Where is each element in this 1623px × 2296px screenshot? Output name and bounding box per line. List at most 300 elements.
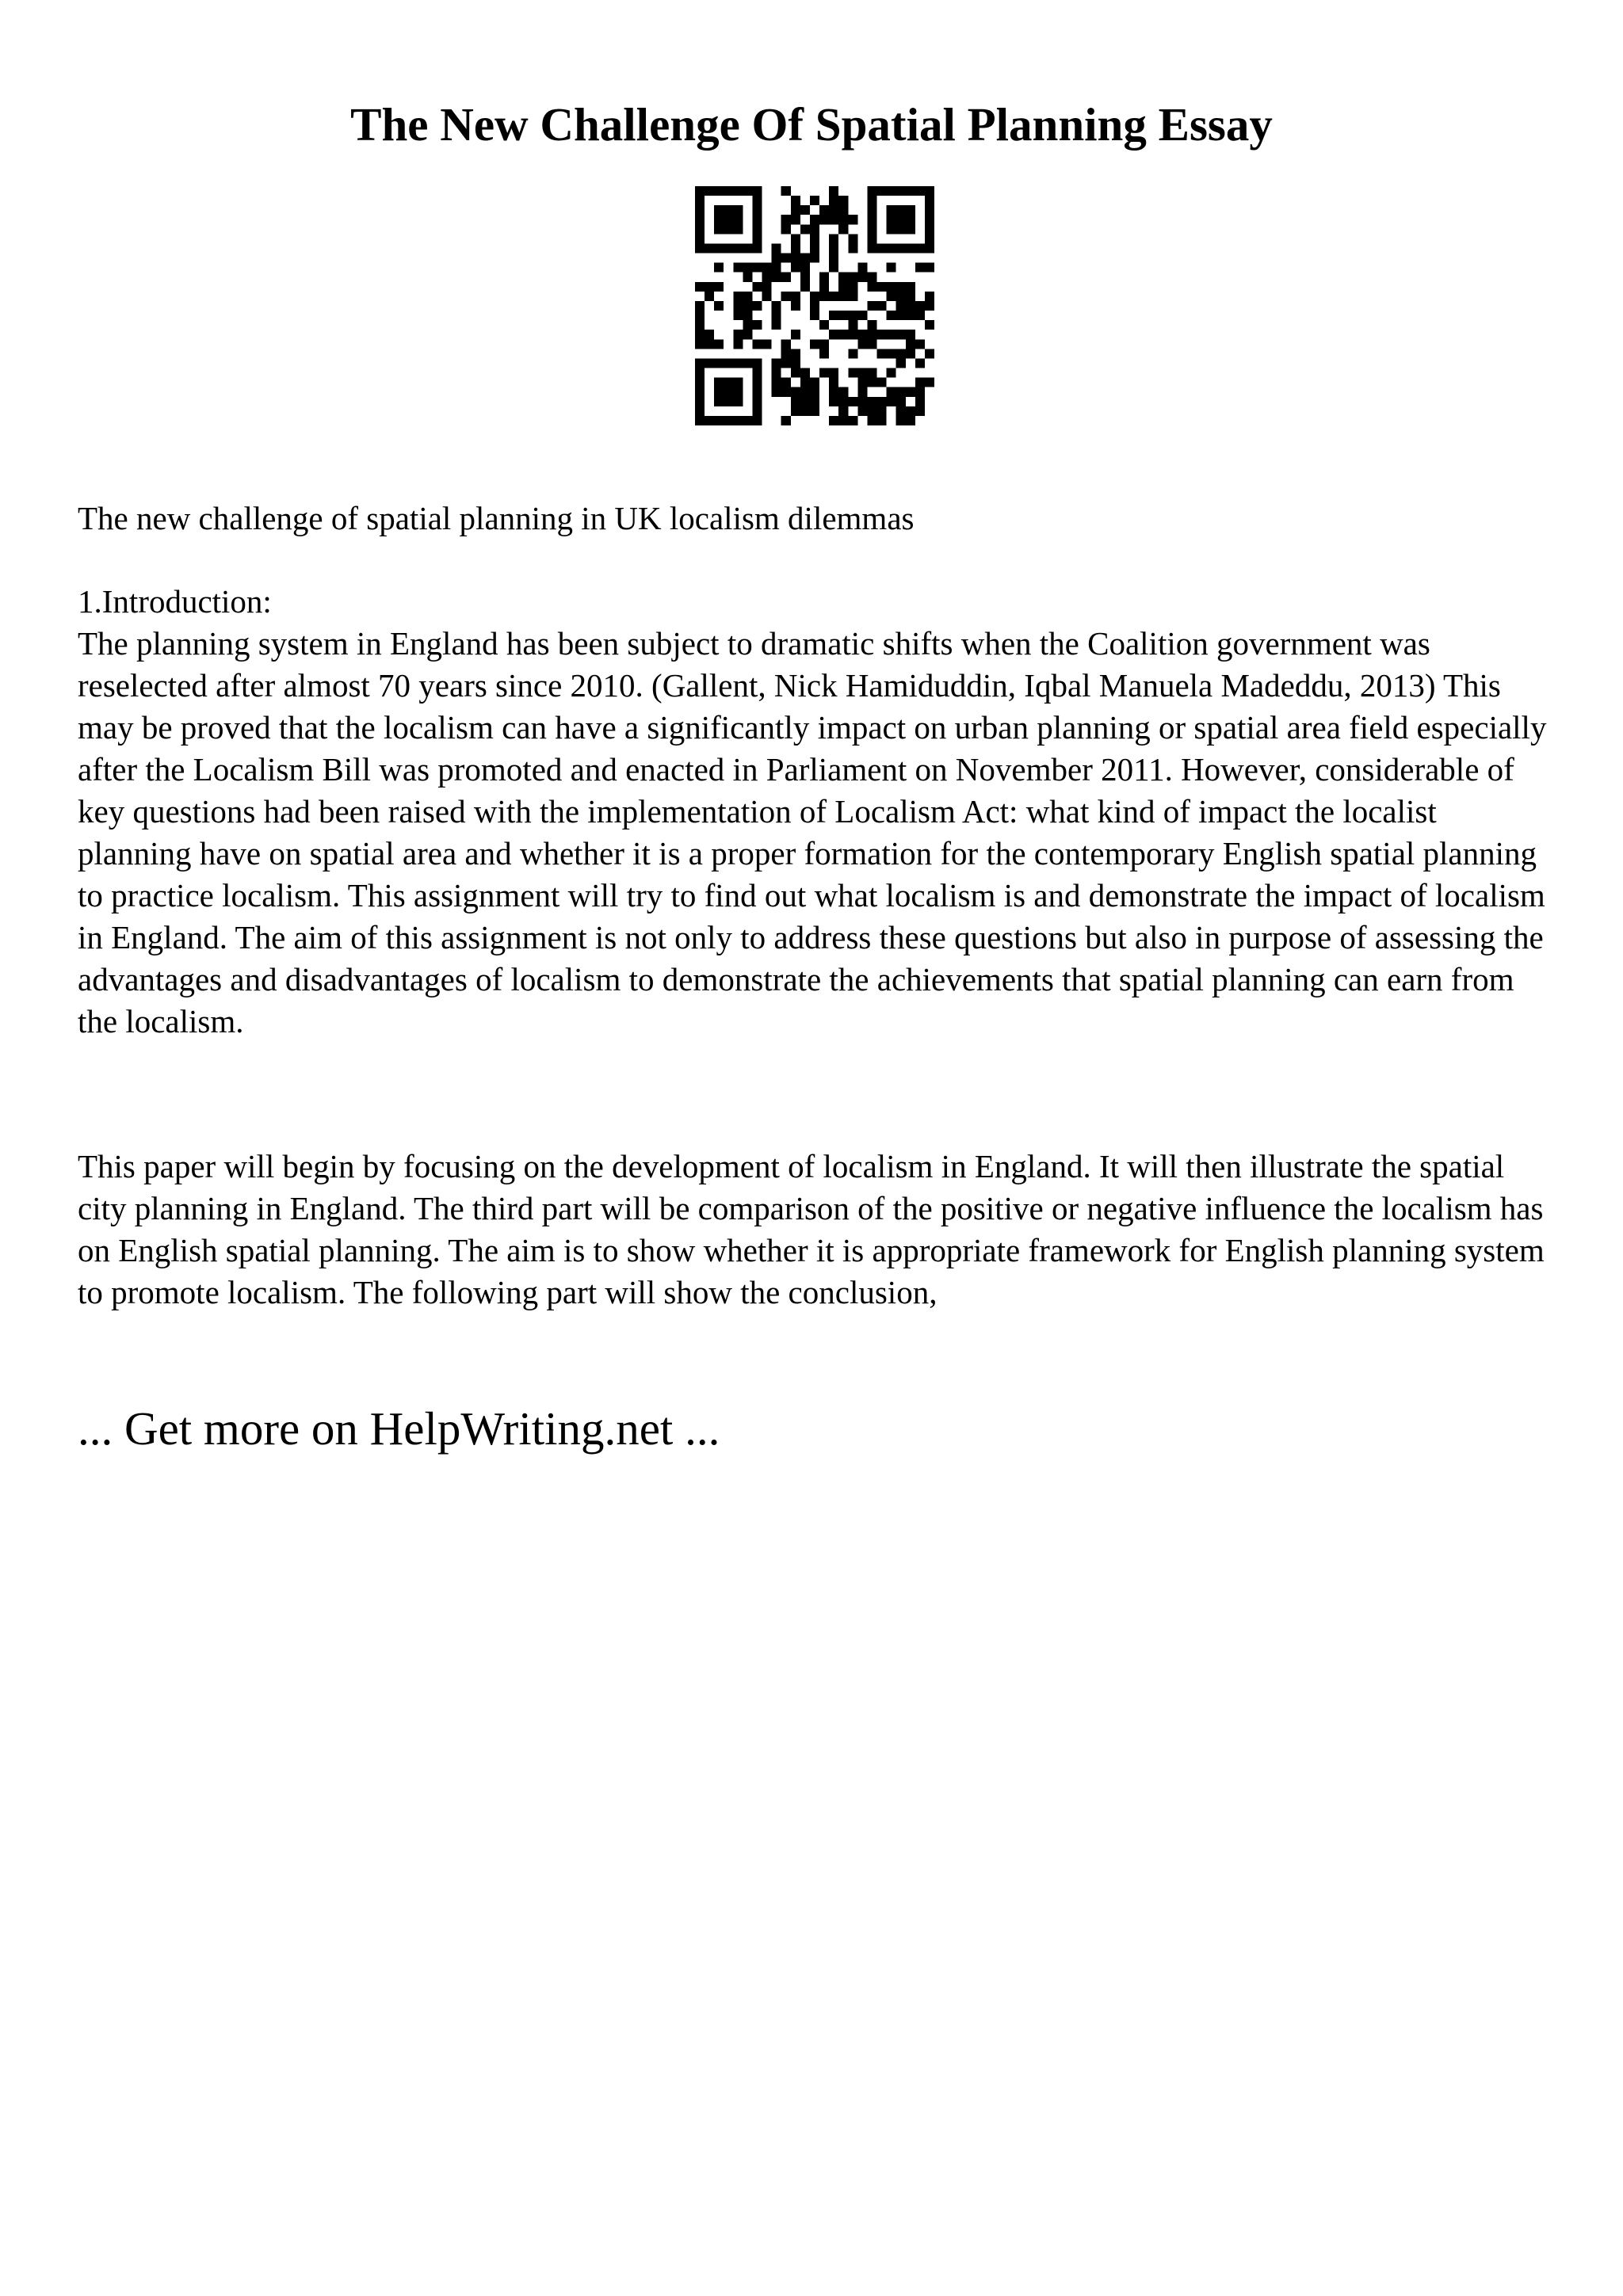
qr-module [772,301,781,311]
qr-module [724,378,733,387]
qr-module [752,205,762,215]
qr-module [906,215,915,224]
qr-module [791,243,800,253]
qr-module [867,330,876,339]
qr-module [896,186,906,196]
qr-module [743,186,752,196]
qr-module [724,358,733,368]
qr-module [695,358,705,368]
qr-module [714,301,724,311]
qr-module [714,215,724,224]
qr-module [705,358,714,368]
qr-module [896,224,906,234]
qr-module [791,196,800,205]
qr-code-icon[interactable] [695,186,934,425]
qr-module [695,387,705,397]
qr-module [781,339,791,349]
qr-module [724,397,733,406]
qr-module [714,205,724,215]
qr-module [800,273,810,282]
qr-module [896,349,906,358]
get-more-link[interactable]: ... Get more on HelpWriting.net ... [78,1402,720,1455]
qr-module [819,368,829,378]
qr-module [887,186,896,196]
document-subtitle: The new challenge of spatial planning in UK localism dilemmas [78,500,915,536]
qr-module [915,311,925,320]
qr-module [877,243,887,253]
qr-module [857,339,867,349]
qr-module [772,311,781,320]
qr-module [829,311,838,320]
qr-module [829,330,838,339]
qr-module [857,368,867,378]
qr-module [695,368,705,378]
qr-module [877,301,887,311]
qr-module [800,368,810,378]
qr-module [867,196,876,205]
qr-module [857,330,867,339]
qr-module [724,205,733,215]
qr-module [867,339,876,349]
qr-module [887,224,896,234]
qr-module [838,416,848,425]
qr-module [877,186,887,196]
qr-module [906,292,915,301]
qr-module [762,273,772,282]
qr-module [733,330,743,339]
qr-module [791,397,800,406]
qr-module [791,387,800,397]
qr-module [810,378,819,387]
qr-module [819,282,829,292]
qr-module [695,339,705,349]
qr-module [800,406,810,416]
qr-module [705,330,714,339]
qr-module [743,301,752,311]
qr-module [695,234,705,243]
qr-module [848,349,857,358]
qr-module [925,215,934,224]
qr-module [829,243,838,253]
qr-module [810,243,819,253]
qr-module [877,397,887,406]
qr-module [743,243,752,253]
qr-module [781,378,791,387]
qr-module [887,387,896,397]
qr-module [752,320,762,330]
qr-module [800,263,810,273]
qr-module [810,387,819,397]
qr-module [743,273,752,282]
qr-module [810,301,819,311]
qr-module [896,301,906,311]
qr-module [819,215,829,224]
qr-module [925,196,934,205]
qr-module [810,234,819,243]
qr-module [781,358,791,368]
qr-module [877,282,887,292]
qr-module [896,387,906,397]
qr-module [819,349,829,358]
qr-module [772,387,781,397]
qr-module [877,406,887,416]
qr-module [829,368,838,378]
qr-module [733,301,743,311]
qr-module [791,234,800,243]
qr-module [915,339,925,349]
qr-module [848,273,857,282]
qr-module [896,406,906,416]
qr-module [829,234,838,243]
qr-module [906,406,915,416]
qr-module [733,378,743,387]
qr-module [848,234,857,243]
qr-module [838,387,848,397]
qr-module [714,358,724,368]
qr-module [810,215,819,224]
qr-module [857,397,867,406]
qr-module [781,224,791,234]
qr-module [743,358,752,368]
qr-module [887,330,896,339]
qr-module [819,205,829,215]
qr-module [772,358,781,368]
qr-module [906,349,915,358]
qr-module [829,378,838,387]
qr-module [887,263,896,273]
qr-module [743,330,752,339]
qr-module [887,282,896,292]
qr-module [743,311,752,320]
qr-module [810,311,819,320]
qr-module [705,282,714,292]
qr-module [906,186,915,196]
qr-module [848,311,857,320]
qr-module [733,387,743,397]
qr-module [695,406,705,416]
qr-module [724,416,733,425]
qr-module [887,397,896,406]
qr-module [829,254,838,263]
qr-module [867,224,876,234]
qr-module [695,301,705,311]
qr-module [695,320,705,330]
qr-module [925,301,934,311]
qr-module [925,243,934,253]
qr-module [829,263,838,273]
qr-module [743,320,752,330]
qr-module [733,215,743,224]
qr-module [896,243,906,253]
qr-module [867,243,876,253]
qr-module [829,387,838,397]
qr-module [915,263,925,273]
qr-module [906,243,915,253]
qr-module [887,215,896,224]
qr-module [925,292,934,301]
qr-module [867,205,876,215]
qr-module [896,311,906,320]
qr-module [906,224,915,234]
qr-module [791,254,800,263]
qr-module [887,311,896,320]
qr-module [791,349,800,358]
qr-module [925,378,934,387]
qr-module [867,282,876,292]
qr-module [724,243,733,253]
qr-module [752,397,762,406]
qr-module [906,282,915,292]
qr-module [752,416,762,425]
qr-module [714,397,724,406]
qr-module [838,224,848,234]
qr-module [925,263,934,273]
qr-module [896,292,906,301]
qr-module [733,263,743,273]
qr-module [772,368,781,378]
qr-module [781,186,791,196]
qr-module [714,339,724,349]
qr-module [791,406,800,416]
qr-module [819,320,829,330]
qr-module [714,282,724,292]
document-title: The New Challenge Of Spatial Planning Essay [350,98,1273,151]
qr-module [762,292,772,301]
qr-module [791,292,800,301]
qr-module [867,186,876,196]
qr-module [733,186,743,196]
qr-module [829,205,838,215]
qr-module [915,243,925,253]
qr-module [838,215,848,224]
qr-module [752,378,762,387]
qr-module [714,243,724,253]
qr-module [915,387,925,397]
qr-module [925,186,934,196]
qr-module [752,243,762,253]
qr-module [781,273,791,282]
qr-module [724,215,733,224]
qr-module [695,196,705,205]
qr-module [906,205,915,215]
qr-module [915,186,925,196]
qr-module [733,311,743,320]
qr-module [829,196,838,205]
qr-module [838,406,848,416]
qr-module [887,368,896,378]
qr-module [896,397,906,406]
qr-module [896,416,906,425]
qr-module [829,292,838,301]
paragraph-introduction: The planning system in England has been subject to dramatic shifts when the Coalition government was reselected after almost 70 years since 2010. (Gallent, Nick Hamiduddin, Iqbal Manuela Madeddu, 2013) This may be proved that the localism can have a significantly impact on urban planning or spatial area field especially after the Localism Bill was promoted and enacted in Parliament on November 2011. However, considerable of key questions had been raised with the implementation of Localism Act: what kind of impact the localist planning have on spatial area and whether it is a proper formation for the contemporary English spatial planning to practice localism. This assignment will try to find out what localism is and demonstrate the impact of localism in England. The aim of this assignment is not only to address these questions but also in purpose of assessing the advantages and disadvantages of localism to demonstrate the achievements that spatial planning can earn from the localism. [78,625,1547,1039]
qr-module [810,406,819,416]
qr-module [906,387,915,397]
qr-module [714,387,724,397]
qr-module [714,378,724,387]
qr-module [915,301,925,311]
qr-module [762,282,772,292]
qr-module [838,196,848,205]
qr-module [915,406,925,416]
qr-module [867,301,876,311]
qr-module [829,397,838,406]
qr-module [791,263,800,273]
qr-module [925,349,934,358]
qr-module [848,320,857,330]
qr-module [800,254,810,263]
qr-module [733,339,743,349]
qr-module [695,215,705,224]
qr-module [848,416,857,425]
qr-module [772,273,781,282]
qr-module [752,282,762,292]
qr-module [906,339,915,349]
qr-module [915,397,925,406]
qr-module [800,378,810,387]
qr-module [857,378,867,387]
qr-module [925,224,934,234]
qr-module [695,378,705,387]
qr-module [695,186,705,196]
qr-module [857,406,867,416]
qr-module [752,234,762,243]
qr-module [752,368,762,378]
qr-module [848,215,857,224]
qr-module [714,416,724,425]
qr-module [915,358,925,368]
qr-module [772,243,781,253]
qr-module [906,416,915,425]
qr-module [752,387,762,397]
qr-module [925,234,934,243]
qr-module [743,292,752,301]
qr-module [800,387,810,397]
paragraph-outline: This paper will begin by focusing on the development of localism in England. It will then illustrate the spatial city planning in England. The third part will be comparison of the positive or negative influence the localism has on English spatial planning. The aim is to show whether it is appropriate framework for English planning system to promote localism. The following part will show the conclusion, [78,1148,1545,1310]
qr-module [925,320,934,330]
qr-module [705,292,714,301]
qr-module [733,397,743,406]
qr-module [838,292,848,301]
qr-module [781,349,791,358]
qr-module [848,368,857,378]
qr-module [724,224,733,234]
qr-module [752,196,762,205]
qr-module [877,349,887,358]
qr-module [867,234,876,243]
qr-module [705,339,714,349]
qr-module [838,282,848,292]
qr-module [752,301,762,311]
qr-module [743,416,752,425]
qr-module [695,243,705,253]
qr-module [867,397,876,406]
qr-module [752,224,762,234]
qr-module [752,215,762,224]
qr-module [733,243,743,253]
qr-module [896,358,906,368]
qr-module [791,301,800,311]
qr-module [810,254,819,263]
qr-module [772,254,781,263]
qr-module [857,311,867,320]
qr-module [848,243,857,253]
qr-module [838,397,848,406]
qr-module [810,196,819,205]
qr-module [867,406,876,416]
qr-module [791,358,800,368]
qr-module [848,282,857,292]
qr-module [925,205,934,215]
qr-module [810,339,819,349]
qr-module [772,378,781,387]
qr-module [752,186,762,196]
qr-module [724,186,733,196]
qr-module [810,224,819,234]
qr-module [877,330,887,339]
qr-module [838,205,848,215]
qr-module [877,416,887,425]
qr-module [867,378,876,387]
qr-module [695,416,705,425]
qr-module [800,224,810,234]
qr-module [896,205,906,215]
qr-module [848,330,857,339]
qr-module [752,406,762,416]
qr-module [791,215,800,224]
section-heading-introduction: 1.Introduction: [78,583,272,620]
qr-module [887,243,896,253]
qr-module [781,254,791,263]
qr-module [781,215,791,224]
qr-module [906,301,915,311]
qr-module [829,416,838,425]
qr-module [791,330,800,339]
qr-module [733,205,743,215]
qr-module [762,339,772,349]
qr-module [887,205,896,215]
qr-module [781,416,791,425]
qr-module [733,292,743,301]
qr-module [867,368,876,378]
qr-module [724,387,733,397]
qr-module [867,416,876,425]
qr-module [781,387,791,397]
qr-module [791,205,800,215]
qr-module [772,263,781,273]
qr-module [810,397,819,406]
qr-module [800,397,810,406]
qr-module [714,263,724,273]
qr-module [705,243,714,253]
qr-module [867,215,876,224]
qr-module [800,282,810,292]
qr-module [733,416,743,425]
qr-module [915,378,925,387]
qr-module [877,378,887,387]
qr-module [772,320,781,330]
qr-module [819,292,829,301]
qr-module [695,224,705,234]
qr-module [695,397,705,406]
qr-module [838,311,848,320]
qr-module [695,330,705,339]
qr-module [838,273,848,282]
qr-module [819,273,829,282]
qr-module [887,349,896,358]
qr-module [819,339,829,349]
qr-module [695,282,705,292]
qr-module [695,205,705,215]
